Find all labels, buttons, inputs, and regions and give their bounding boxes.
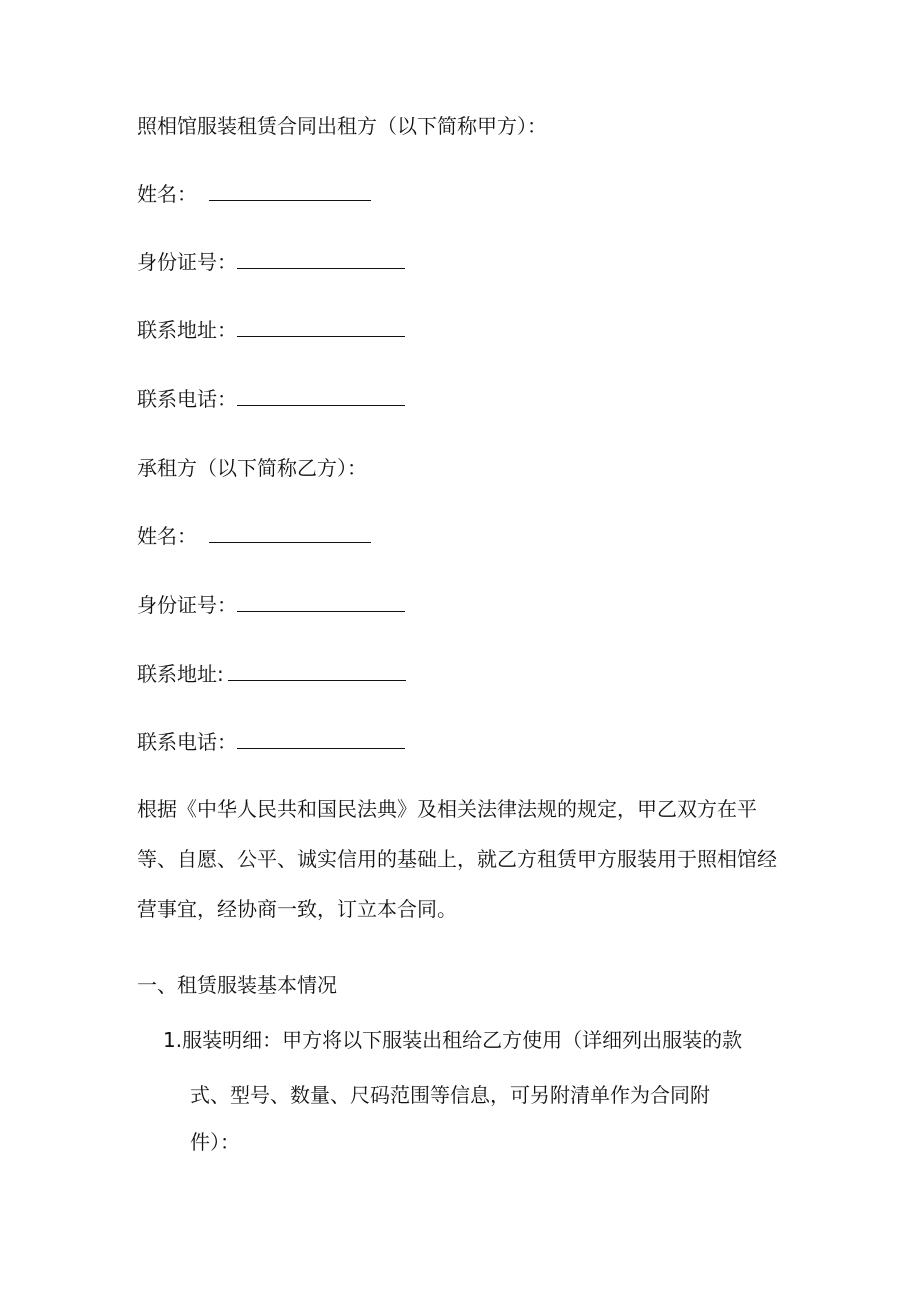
item-1-line-3: 件）： bbox=[190, 1130, 240, 1154]
lessor-name-blank[interactable] bbox=[209, 180, 371, 201]
lessee-phone-label: 联系电话： bbox=[137, 730, 237, 754]
lessor-address-blank[interactable] bbox=[237, 316, 405, 337]
lessor-phone-label: 联系电话： bbox=[137, 387, 237, 411]
lessee-phone-blank[interactable] bbox=[237, 728, 405, 749]
lessee-address-blank[interactable] bbox=[228, 660, 406, 681]
lessee-address-row bbox=[137, 660, 406, 688]
lessee-phone-row bbox=[137, 728, 405, 756]
lessor-phone-blank[interactable] bbox=[237, 385, 405, 406]
section-1-title: 一、租赁服装基本情况 bbox=[137, 973, 337, 997]
lessor-name-label: 姓名： bbox=[137, 182, 197, 206]
lessor-heading: 照相馆服装租赁合同出租方（以下简称甲方）： bbox=[137, 114, 547, 138]
lessee-address-label: 联系地址: bbox=[137, 662, 224, 686]
lessor-address-label: 联系地址： bbox=[137, 318, 237, 342]
lessee-id-blank[interactable] bbox=[237, 591, 405, 612]
lessee-name-label: 姓名： bbox=[137, 524, 197, 548]
lessee-id-label: 身份证号： bbox=[137, 593, 237, 617]
lessor-name-row bbox=[137, 180, 371, 208]
lessor-id-blank[interactable] bbox=[237, 248, 405, 269]
preamble-line-3: 营事宜，经协商一致，订立本合同。 bbox=[137, 897, 457, 921]
lessee-heading: 承租方（以下简称乙方）： bbox=[137, 456, 367, 480]
lessor-address-row bbox=[137, 316, 405, 344]
lessee-name-row bbox=[137, 522, 371, 550]
lessor-id-label: 身份证号： bbox=[137, 250, 237, 274]
item-1-line-2: 式、型号、数量、尺码范围等信息，可另附清单作为合同附 bbox=[190, 1083, 710, 1107]
item-1-line-1: 1.服装明细：甲方将以下服装出租给乙方使用（详细列出服装的款 bbox=[163, 1028, 743, 1052]
preamble-line-1: 根据《中华人民共和国民法典》及相关法律法规的规定，甲乙双方在平 bbox=[137, 797, 757, 821]
lessee-id-row bbox=[137, 591, 405, 619]
lessor-phone-row bbox=[137, 385, 405, 413]
preamble-line-2: 等、自愿、公平、诚实信用的基础上，就乙方租赁甲方服装用于照相馆经 bbox=[137, 847, 777, 871]
lessor-id-row bbox=[137, 248, 405, 276]
lessee-name-blank[interactable] bbox=[209, 522, 371, 543]
